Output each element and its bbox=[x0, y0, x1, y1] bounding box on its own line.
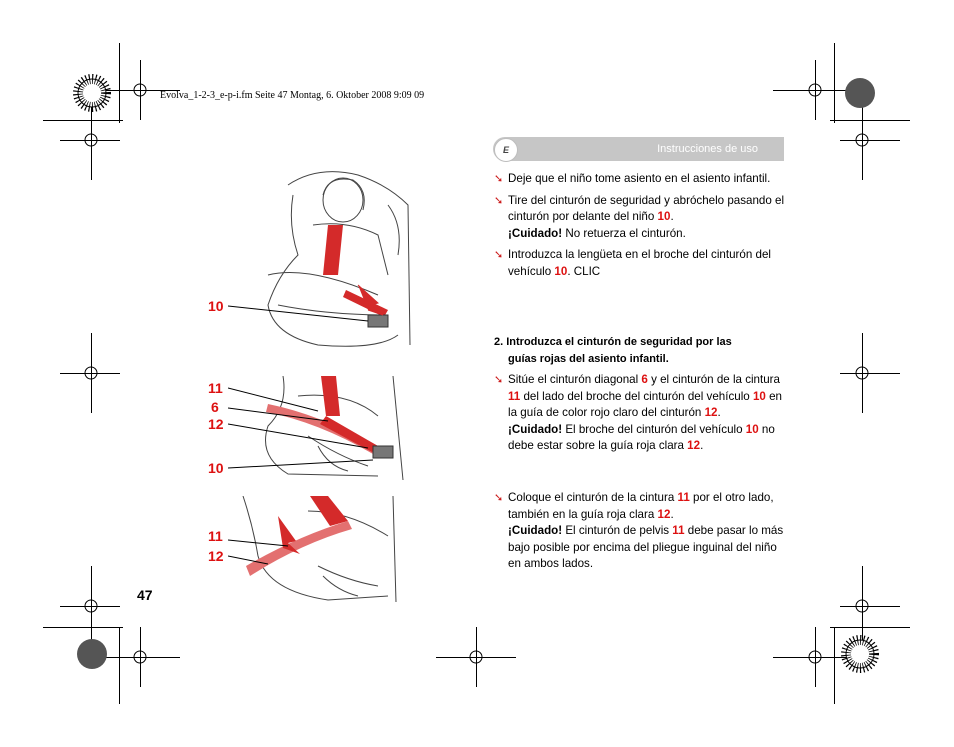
arrow-bullet-icon: ➘ bbox=[494, 492, 504, 504]
step-2-heading: 2. Introduzca el cinturón de seguridad por las guías rojas del asiento infantil. bbox=[494, 336, 732, 365]
callout-label: 12 bbox=[208, 548, 224, 564]
figure-belt-routing bbox=[228, 376, 408, 480]
instructions-step2b bbox=[494, 490, 789, 573]
instruction-item: ➘ Tire del cinturón de seguridad y abróchelo pasando el cinturón por delante del niño 10. ¡Cuidado! No retuerza el cinturón. bbox=[494, 193, 785, 240]
instruction-item: ➘ Coloque el cinturón de la cintura 11 por el otro lado, también en la guía roja clara 12. ¡Cuidado! El cinturón de pelvis 11 debe pasar lo más bajo posible por encima del pliegue inguinal del niño en ambos lados. bbox=[494, 491, 784, 571]
callout-label: 6 bbox=[211, 399, 219, 415]
arrow-bullet-icon: ➘ bbox=[494, 173, 504, 185]
section-title: Instrucciones de uso bbox=[657, 143, 758, 155]
instruction-item: ➘ Introduzca la lengüeta en el broche del cinturón del vehículo 10. CLIC bbox=[494, 248, 771, 278]
callout-label: 11 bbox=[208, 528, 223, 544]
arrow-bullet-icon: ➘ bbox=[494, 374, 504, 386]
language-badge: E bbox=[494, 138, 518, 162]
instruction-item: ➘ Sitúe el cinturón diagonal 6 y el cinturón de la cintura 11 del lado del broche del cinturón del vehículo 10 en la guía de color rojo claro del cinturón 12. ¡Cuidado! El broche del cinturón del vehículo 10 no debe estar sobre la guía roja clara 12. bbox=[494, 373, 782, 453]
figure-child-seat-buckling bbox=[228, 165, 418, 355]
instruction-item: ➘ Deje que el niño tome asiento en el asiento infantil. bbox=[494, 171, 789, 188]
page-number: 47 bbox=[137, 587, 153, 603]
arrow-bullet-icon: ➘ bbox=[494, 194, 504, 207]
callout-label: 12 bbox=[208, 416, 224, 432]
callout-label: 10 bbox=[208, 460, 224, 476]
section-header-bar bbox=[493, 137, 784, 161]
instructions-top bbox=[494, 171, 789, 281]
file-info-header: Evolva_1-2-3_e-p-i.fm Seite 47 Montag, 6. Oktober 2008 9:09 09 bbox=[160, 90, 425, 101]
callout-label: 10 bbox=[208, 298, 224, 314]
callout-label: 11 bbox=[208, 380, 223, 396]
instructions-step2 bbox=[494, 372, 789, 455]
arrow-bullet-icon: ➘ bbox=[494, 249, 504, 262]
figure-lap-belt bbox=[228, 496, 398, 602]
